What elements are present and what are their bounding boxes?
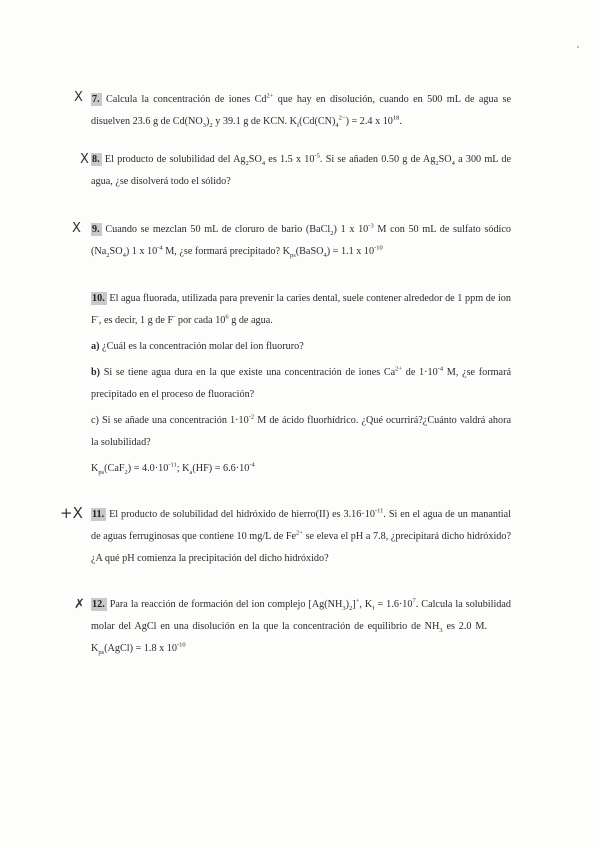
problem-9: 9. Cuando se mezclan 50 mL de cloruro de bario (BaCl$_2$) 1 x $10^{-3}$ M con 50 mL de sulfato sódico $(Na_2SO_4)$ 1 x $10^{-4}$ M, ¿se formará precipitado? $K_{ps}(BaSO_4) = 1.1$ x $10^{-10}$ — [91, 222, 511, 260]
problem-7: 7. Calcula la concentración de iones $Cd^{2+}$ que hay en disolución, cuando en 500 mL de agua se disuelven 23.6 g de $Cd(NO_3)_2$ y 39.1 g de KCN. $K_f(Cd(CN)_4^{2-}) = 2.4$ x $10^{18}$. — [91, 92, 511, 130]
problem-12: 12. Para la reacción de formación del ion complejo $[Ag(NH_3)_2]^+$, $K_f = 1.6\cdot 10^7$. Calcula la solubilidad molar del AgCl en una disolución en la que la concentración de equilibrio de $NH_3$ es 2.0 $M.K_{ps}(AgCl) = 1.8$ x $10^{-10}$ — [91, 597, 512, 657]
problem-11: 11. El producto de solubilidad del hidróxido de hierro(II) es $3.16\cdot 10^{-11}$. Si en el agua de un manantial de aguas ferruginosas que contiene 10 mg/L de $Fe^{2+}$ se eleva el pH a 7.8, ¿precipitará dicho hidróxido? ¿A qué pH comienza la precipitación del dicho hidróxido? — [91, 507, 511, 564]
problem-10: 10. El agua fluorada, utilizada para prevenir la caries dental, suele contener alrededor de 1 ppm de ion F-, es decir, 1 g de F- por cada $10^6$ g de agua. a) ¿Cuál es la concentración molar del ion fluoruro? b) Si se tiene agua dura en la que existe una concentración de iones $Ca^{2+}$ de $1\cdot 10^{-4}$ M, ¿se formará precipitado en el proceso de fluoración? c) Si se añade una concentración $1\cdot 10^{-2}$ M de ácido fluorhídrico. ¿Qué ocurrirá?¿Cuánto valdrá ahora la solubilidad? $K_{ps}(CaF_2) = 4.0\cdot 10^{-11}$; $K_a(HF) = 6.6\cdot 10^{-4}$ — [91, 288, 511, 480]
handwritten-x-mark: ✗ — [74, 597, 85, 612]
problem-number: 9. — [92, 224, 100, 235]
question-a: a) ¿Cuál es la concentración molar del ion fluoruro? — [91, 341, 304, 352]
problem-number: 12. — [92, 599, 105, 610]
problem-8: 8. El producto de solubilidad del $Ag_2SO_4$ es 1.5 x $10^{-5}$. Si se añaden 0.50 g de $Ag_2SO_4$ a 300 mL de agua, ¿se disolverá todo el sólido? — [91, 152, 511, 187]
problem-number: 10. — [92, 293, 105, 304]
constants: $K_{ps}(CaF_2) = 4.0\cdot 10^{-11}$; $K_a(HF) = 6.6\cdot 10^{-4}$ — [91, 461, 255, 477]
question-c: c) Si se añade una concentración $1\cdot 10^{-2}$ M de ácido fluorhídrico. ¿Qué ocurrirá?¿Cuánto valdrá ahora la solubilidad? — [91, 413, 512, 448]
handwritten-x-mark: X — [74, 90, 83, 105]
question-b: b) Si se tiene agua dura en la que existe una concentración de iones $Ca^{2+}$ de $1\cdot 10^{-4}$ M, ¿se formará precipitado en el proceso de fluoración? — [91, 365, 511, 400]
problem-number: 11. — [92, 509, 105, 520]
handwritten-x-mark: X — [80, 152, 89, 167]
handwritten-x-mark: +X — [60, 504, 83, 522]
handwritten-x-mark: X — [72, 221, 81, 236]
problem-number: 8. — [92, 154, 100, 165]
problem-number: 7. — [92, 94, 100, 105]
scan-speck — [577, 46, 579, 48]
